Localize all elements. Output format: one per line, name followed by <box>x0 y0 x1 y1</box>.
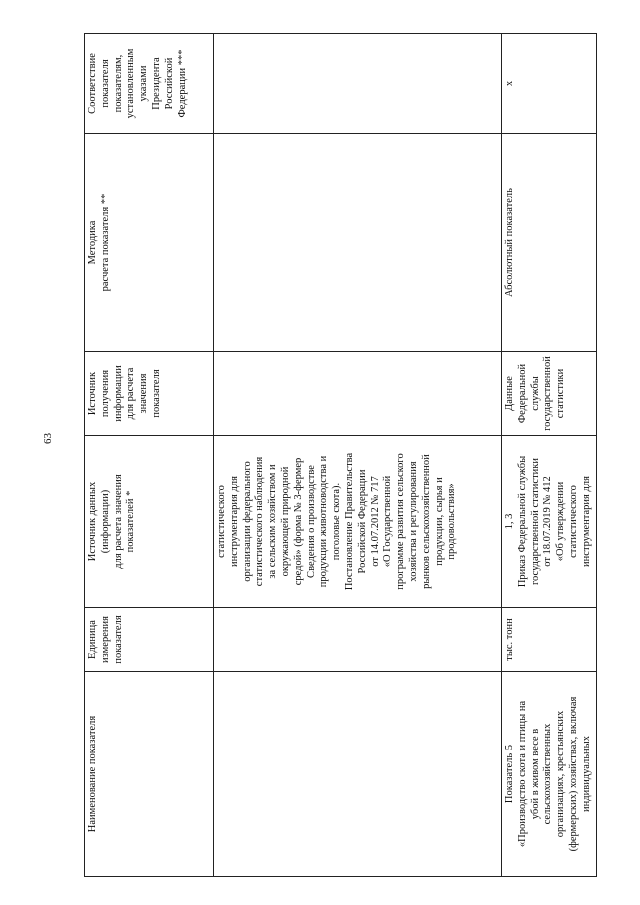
cell-indicator: Показатель 5 «Производство скота и птицы на убой в живом весе в сельскохозяйственных организациях, крестьянских (фермерских) хозяйствах, включая индивидуальных <box>502 672 597 877</box>
table-row <box>214 34 502 877</box>
table-row <box>502 34 597 877</box>
cell-method: Абсолютный показатель <box>502 134 597 352</box>
cell-unit: тыс. тонн <box>502 608 597 672</box>
cell-info-source: Данные Федеральной службы государственной статистики <box>502 352 597 436</box>
indicators-table <box>84 33 597 877</box>
header-indicator-name: Наименование показателя <box>85 672 214 877</box>
cell-data-source: статистического инструментария для организации федерального статистического наблюдения за сельским хозяйством и окружающей природной средой» (форма № 3-фермер Сведения о производстве продукции животноводства и поголовье скота). Постановление Правительства Российской Федерации от 14.07.2012 № 717 «О Государственной программе развития сельского хозяйства и регулирования рынков сельскохозяйственной продукции, сырья и продовольствия» <box>214 436 502 608</box>
page-number: 63 <box>42 433 54 444</box>
header-unit: Единица измерения показателя <box>85 608 214 672</box>
rotated-table-container <box>84 34 596 877</box>
cell-compliance <box>214 34 502 134</box>
cell-data-source: 1, 3 Приказ Федеральной службы государственной статистики от 18.07.2019 № 412 «Об утверждении статистического инструментария для <box>502 436 597 608</box>
cell-unit <box>214 608 502 672</box>
cell-method <box>214 134 502 352</box>
header-info-source: Источник получения информации для расчета значения показателя <box>85 352 214 436</box>
header-method: Методика расчета показателя ** <box>85 134 214 352</box>
table-header-row <box>85 34 214 877</box>
cell-indicator <box>214 672 502 877</box>
cell-info-source <box>214 352 502 436</box>
header-data-source: Источник данных (информации) для расчета значения показателей * <box>85 436 214 608</box>
cell-compliance: x <box>502 34 597 134</box>
header-compliance: Соответствие показателя показателям, установленным указами Президента Российской Федерации *** <box>85 34 214 134</box>
